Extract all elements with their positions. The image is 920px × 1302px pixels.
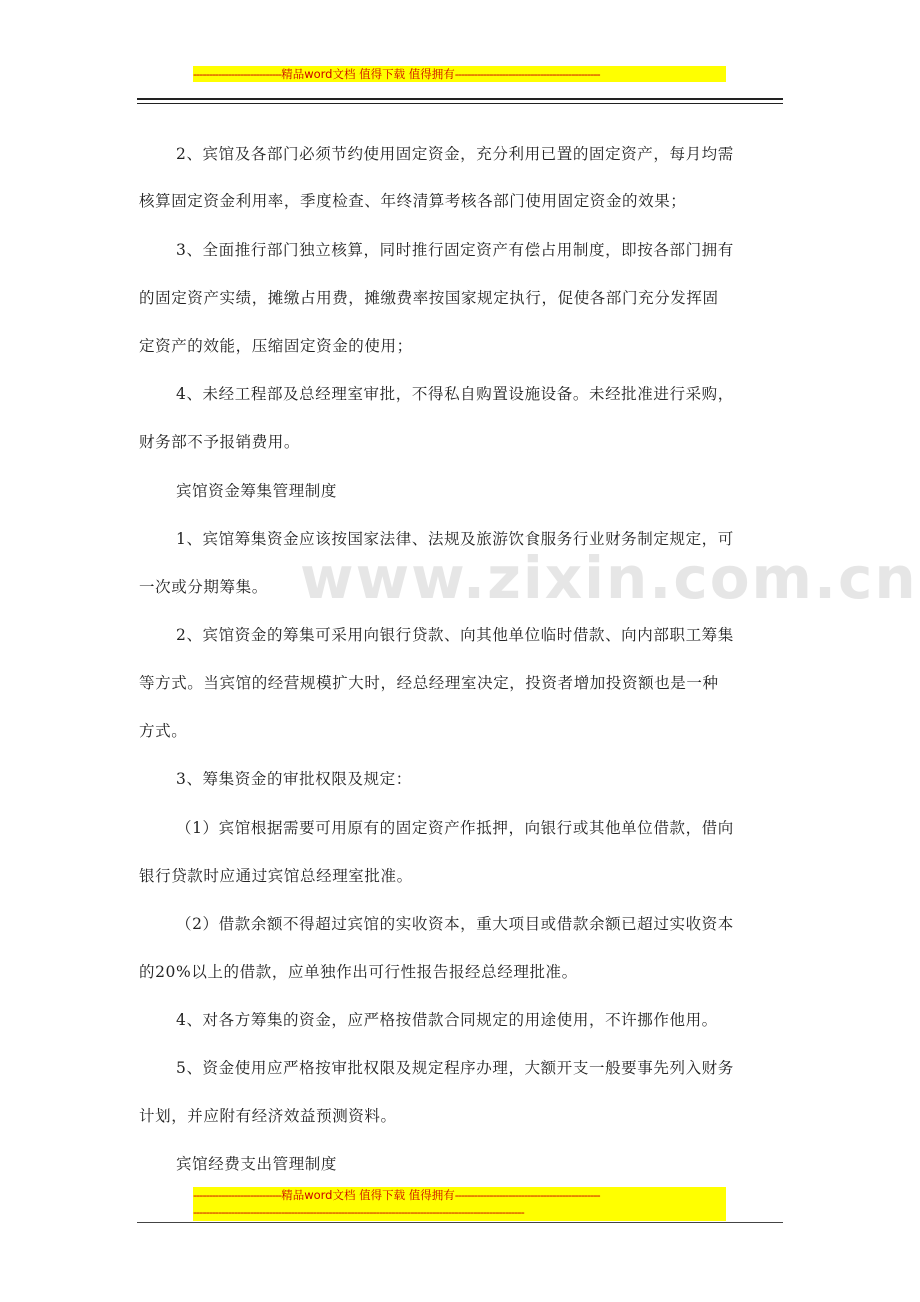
footer-banner-left-dashes: ----------------------------: [193, 1188, 282, 1202]
body-line: 1、宾馆筹集资金应该按国家法律、法规及旅游饮食服务行业财务制定规定，可: [176, 530, 734, 548]
header-banner: [193, 66, 726, 82]
body-line: 计划，并应附有经济效益预测资料。: [139, 1107, 397, 1125]
footer-banner-row: [193, 1187, 726, 1204]
footer-banner: [193, 1187, 726, 1221]
body-line: 财务部不予报销费用。: [139, 433, 301, 451]
body-line: 3、全面推行部门独立核算，同时推行固定资产有偿占用制度，即按各部门拥有: [176, 241, 734, 259]
footer-banner-dash-line: ---------------------------------------------------------------------------------------------------------: [193, 1205, 524, 1219]
body-line: 银行贷款时应通过宾馆总经理室批准。: [139, 867, 413, 885]
body-line: 核算固定资金利用率，季度检查、年终清算考核各部门使用固定资金的效果；: [139, 192, 687, 210]
body-line: 的20%以上的借款，应单独作出可行性报告报经总经理批准。: [139, 963, 578, 981]
body-line: 2、宾馆及各部门必须节约使用固定资金，充分利用已置的固定资产，每月均需: [176, 145, 734, 163]
header-rule-thin: [137, 103, 783, 104]
body-line: 定资产的效能，压缩固定资金的使用；: [139, 337, 413, 355]
footer-banner-text: 精品word文档 值得下载 值得拥有: [281, 1188, 455, 1202]
body-line: 4、对各方筹集的资金，应严格按借款合同规定的用途使用，不许挪作他用。: [176, 1011, 718, 1029]
section-heading: 宾馆经费支出管理制度: [176, 1155, 338, 1173]
body-line: 等方式。当宾馆的经营规模扩大时，经总经理室决定，投资者增加投资额也是一种: [139, 674, 719, 692]
body-line: 5、资金使用应严格按审批权限及规定程序办理，大额开支一般要事先列入财务: [176, 1059, 734, 1077]
body-line: 4、未经工程部及总经理室审批，不得私自购置设施设备。未经批准进行采购，: [176, 385, 734, 403]
body-line: 2、宾馆资金的筹集可采用向银行贷款、向其他单位临时借款、向内部职工筹集: [176, 626, 734, 644]
header-banner-left-dashes: ----------------------------: [193, 67, 282, 81]
header-rule-thick: [137, 98, 783, 100]
watermark: www.zixin.com.cn: [300, 544, 918, 612]
body-line: （1）宾馆根据需要可用原有的固定资产作抵押，向银行或其他单位借款，借向: [176, 819, 734, 837]
body-line: 方式。: [139, 722, 188, 740]
footer-rule: [137, 1222, 783, 1223]
header-banner-text: 精品word文档 值得下载 值得拥有: [281, 67, 455, 81]
body-line: 3、筹集资金的审批权限及规定：: [176, 770, 412, 788]
body-line: 的固定资产实绩，摊缴占用费，摊缴费率按国家规定执行，促使各部门充分发挥固: [139, 289, 719, 307]
body-line: （2）借款余额不得超过宾馆的实收资本，重大项目或借款余额已超过实收资本: [176, 915, 734, 933]
body-line: 一次或分期筹集。: [139, 578, 268, 596]
header-banner-right-dashes: ----------------------------------------------: [454, 67, 600, 81]
section-heading: 宾馆资金筹集管理制度: [176, 482, 338, 500]
footer-banner-right-dashes: ----------------------------------------------: [454, 1188, 600, 1202]
